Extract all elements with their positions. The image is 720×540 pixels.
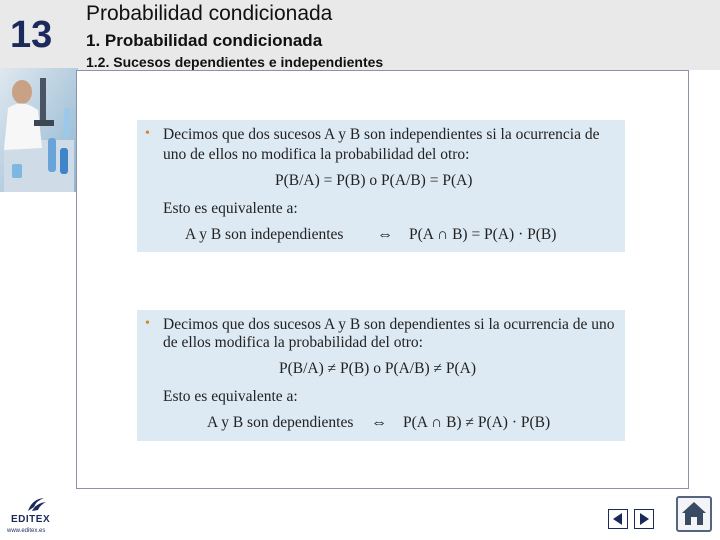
page-title: Probabilidad condicionada [86,2,333,25]
product-formula: P(A ∩ B) ≠ P(A) · P(B) [403,414,551,431]
logo-text: EDITEX [11,514,51,525]
iff-arrow-icon: ⇔ [371,414,387,431]
dependent-events-box [137,310,625,441]
equivalence-label: Esto es equivalente a: [163,200,298,217]
dependence-statement: A y B son dependientes [207,414,354,431]
chapter-number: 13 [10,14,53,56]
independence-statement: A y B son independientes [185,226,344,243]
conditional-formula: P(B/A) ≠ P(B) o P(A/B) ≠ P(A) [279,360,476,377]
logo-url: www.editex.es [7,528,46,534]
triangle-right-icon [635,510,653,528]
iff-arrow-icon: ⇔ [377,226,393,243]
section-title: 1. Probabilidad condicionada [86,31,323,50]
product-formula: P(A ∩ B) = P(A) · P(B) [409,226,557,243]
lab-photo [0,68,78,192]
equivalence-label: Esto es equivalente a: [163,388,298,405]
subsection-title: 1.2. Sucesos dependientes e independientes [86,54,384,70]
home-icon [678,498,710,530]
next-slide-button[interactable] [634,509,654,529]
definition-line-2: de ellos modifica la probabilidad del otro: [163,334,423,351]
definition-line-1: Decimos que dos sucesos A y B son dependientes si la ocurrencia de uno [163,316,615,333]
bullet: • [145,126,150,141]
conditional-formula: P(B/A) = P(B) o P(A/B) = P(A) [275,172,473,189]
triangle-left-icon [609,510,627,528]
home-button[interactable] [676,496,712,532]
definition-line-2: uno de ellos no modifica la probabilidad del otro: [163,146,470,163]
definition-line-1: Decimos que dos sucesos A y B son independientes si la ocurrencia de [163,126,600,143]
bullet: • [145,316,150,331]
header-bar [0,0,720,70]
independent-events-box [137,120,625,252]
previous-slide-button[interactable] [608,509,628,529]
